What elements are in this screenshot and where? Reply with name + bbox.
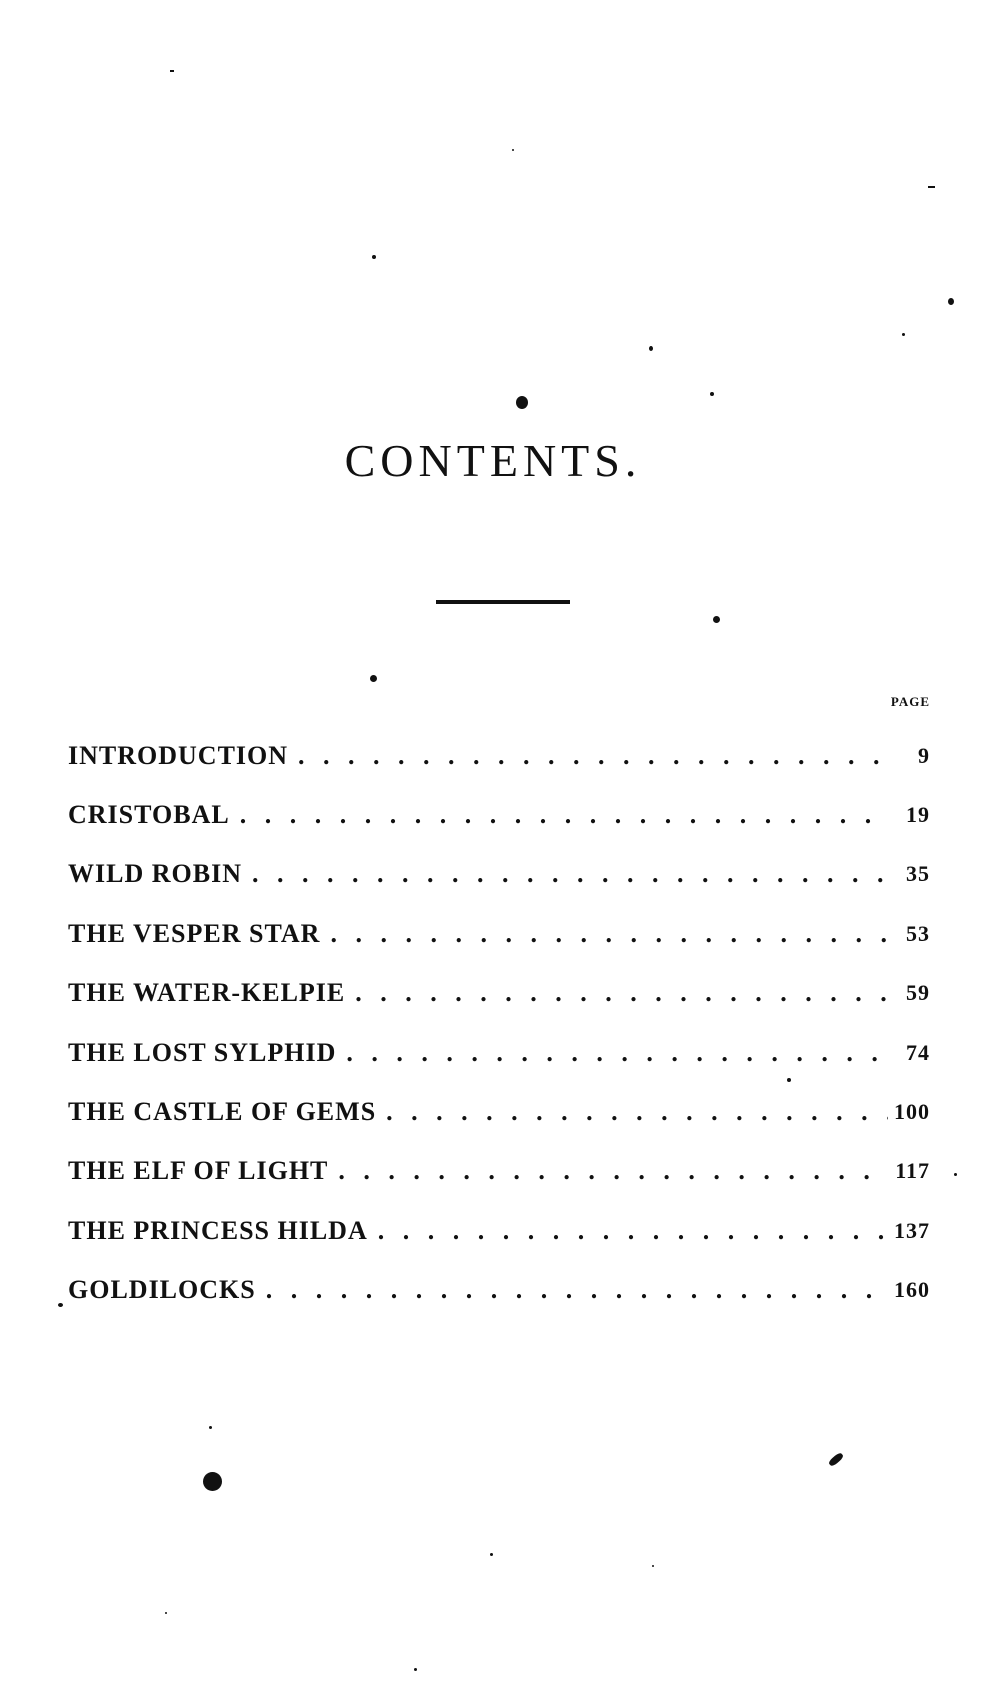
- scan-speck: [516, 396, 528, 409]
- dot-leader: [330, 919, 888, 949]
- scan-speck: [209, 1426, 212, 1429]
- toc-entry-title: THE VESPER STAR: [68, 918, 321, 948]
- toc-entry-page: 160: [894, 1277, 930, 1303]
- toc-entry-title: GOLDILOCKS: [68, 1275, 256, 1305]
- scan-speck: [414, 1668, 417, 1671]
- toc-entry-page: 137: [894, 1217, 930, 1243]
- dot-leader: [298, 741, 888, 771]
- scan-speck: [58, 1303, 63, 1307]
- toc-entry-title: CRISTOBAL: [68, 800, 230, 830]
- toc-entry-title: THE CASTLE OF GEMS: [68, 1097, 377, 1127]
- toc-entry-title: WILD ROBIN: [68, 859, 242, 889]
- toc-entry-the-castle-of-gems: [68, 1082, 930, 1141]
- toc-entry-wild-robin: [68, 845, 930, 904]
- toc-entry-goldilocks: [68, 1261, 930, 1320]
- toc-entry-page: 74: [906, 1039, 930, 1065]
- title-rule: [436, 600, 570, 604]
- scan-speck: [787, 1078, 791, 1082]
- toc-entry-the-princess-hilda: [68, 1201, 930, 1260]
- dot-leader: [355, 978, 888, 1008]
- toc-entry-the-elf-of-light: [68, 1142, 930, 1201]
- toc-entry-page: 117: [895, 1158, 930, 1184]
- scan-speck: [902, 333, 905, 336]
- page-title: CONTENTS.: [344, 435, 642, 486]
- scan-speck: [948, 298, 954, 305]
- toc-entry-page: 59: [906, 980, 930, 1006]
- toc-entry-page: 53: [906, 920, 930, 946]
- dot-leader: [378, 1216, 888, 1246]
- toc-entry-title: INTRODUCTION: [68, 740, 289, 770]
- dot-leader: [338, 1156, 888, 1186]
- dot-leader: [346, 1038, 888, 1068]
- toc-entry-page: 35: [906, 861, 930, 887]
- scan-speck: [710, 392, 714, 396]
- scan-speck: [652, 1565, 654, 1567]
- scan-speck: [512, 149, 514, 151]
- table-of-contents: [68, 726, 930, 1320]
- scan-speck: [713, 616, 720, 623]
- toc-entry-page: 19: [906, 802, 930, 828]
- scan-speck: [649, 346, 653, 351]
- toc-entry-introduction: [68, 726, 930, 785]
- toc-entry-the-lost-sylphid: [68, 1023, 930, 1082]
- dot-leader: [386, 1097, 888, 1127]
- scan-speck: [370, 675, 377, 682]
- toc-entry-page: 100: [894, 1099, 930, 1125]
- scan-speck: [928, 186, 935, 188]
- toc-entry-the-water-kelpie: [68, 964, 930, 1023]
- scan-speck: [828, 1452, 845, 1468]
- toc-entry-title: THE LOST SYLPHID: [68, 1037, 337, 1067]
- page-column-label: PAGE: [890, 694, 930, 709]
- scan-speck: [954, 1173, 957, 1176]
- toc-entry-page: 9: [918, 742, 930, 768]
- toc-entry-the-vesper-star: [68, 904, 930, 963]
- toc-entry-title: THE PRINCESS HILDA: [68, 1215, 368, 1245]
- scan-speck: [165, 1612, 167, 1614]
- scan-speck: [372, 255, 376, 259]
- toc-entry-title: THE ELF OF LIGHT: [68, 1156, 329, 1186]
- toc-entry-title: THE WATER-KELPIE: [68, 978, 346, 1008]
- dot-leader: [266, 1275, 888, 1305]
- scan-speck: [490, 1553, 493, 1556]
- scan-speck: [203, 1472, 222, 1491]
- dot-leader: [240, 800, 888, 830]
- toc-entry-cristobal: [68, 785, 930, 844]
- dot-leader: [252, 859, 888, 889]
- scan-speck: [170, 70, 174, 72]
